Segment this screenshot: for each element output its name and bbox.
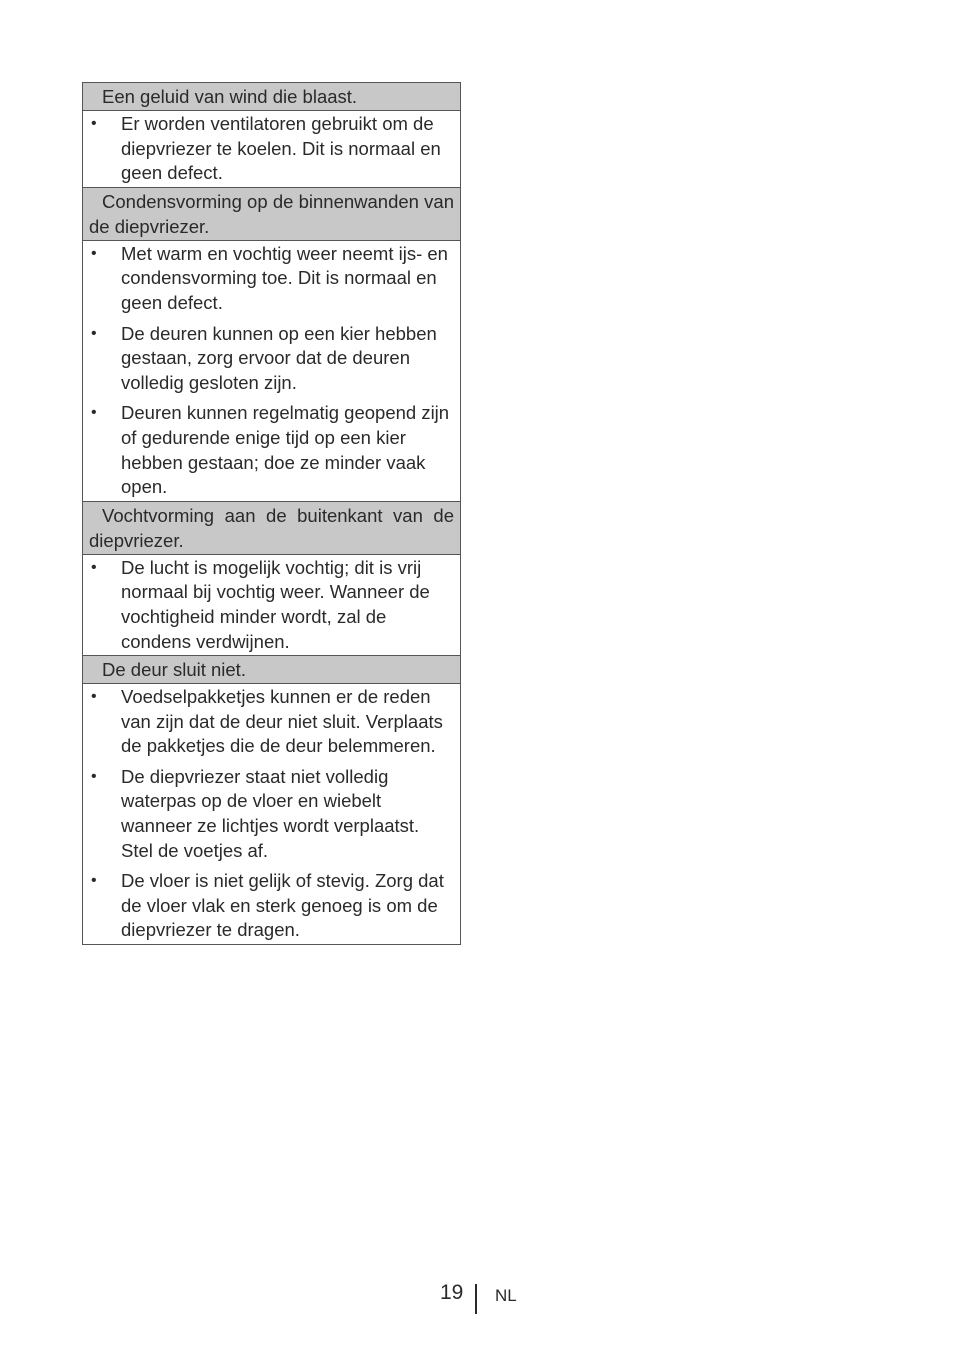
solution-item [83, 556, 454, 654]
solution-item [83, 322, 454, 396]
solution-item [83, 869, 454, 943]
solution-text: De deuren kunnen op een kier hebben gestaan, zorg ervoor dat de deuren volledig gesloten zijn. [121, 322, 437, 393]
solution-item [83, 765, 454, 863]
language-code: NL [495, 1286, 517, 1305]
problem-header: De deur sluit niet. [83, 656, 460, 684]
bullet-icon: • [91, 115, 97, 132]
page-footer [0, 1280, 954, 1316]
solution-text: De lucht is mogelijk vochtig; dit is vrij normaal bij vochtig weer. Wanneer de vochtigheid minder wordt, zal de condens verdwijnen. [121, 556, 430, 652]
problem-header: Vochtvorming aan de buitenkant van de diepvriezer. [83, 502, 460, 555]
solution-list [83, 241, 460, 502]
troubleshooting-table [82, 82, 461, 945]
solution-item [83, 112, 454, 186]
bullet-icon: • [91, 324, 97, 342]
problem-header: Een geluid van wind die blaast. [83, 83, 460, 111]
bullet-icon: • [91, 244, 97, 262]
solution-text: Voedselpakketjes kunnen er de reden van zijn dat de deur niet sluit. Verplaats de pakketjes die de deur belemmeren. [121, 686, 443, 757]
bullet-icon: • [91, 767, 97, 785]
bullet-icon: • [91, 558, 97, 576]
bullet-icon: • [91, 688, 97, 706]
solution-text: Met warm en vochtig weer neemt ijs- en condensvorming toe. Dit is normaal en geen defect. [121, 242, 448, 313]
problem-header: Condensvorming op de binnenwanden van de diepvriezer. [83, 188, 460, 241]
solution-text: Er worden ventilatoren gebruikt om de diepvriezer te koelen. Dit is normaal en geen defect. [121, 113, 441, 184]
solution-text: De diepvriezer staat niet volledig waterpas op de vloer en wiebelt wanneer ze lichtjes wordt verplaatst. Stel de voetjes af. [121, 765, 420, 861]
solution-list [83, 555, 460, 656]
page-number: 19 [440, 1281, 464, 1304]
solution-item [83, 685, 454, 759]
solution-list [83, 684, 460, 945]
solution-text: Deuren kunnen regelmatig geopend zijn of gedurende enige tijd op een kier hebben gestaan; doe ze minder vaak open. [121, 402, 450, 498]
bullet-icon: • [91, 872, 97, 890]
solution-item [83, 242, 454, 316]
solution-item [83, 401, 454, 499]
solution-text: De vloer is niet gelijk of stevig. Zorg dat de vloer vlak en sterk genoeg is om de diepvriezer te dragen. [121, 870, 444, 941]
solution-list [83, 111, 460, 188]
footer-divider [475, 1284, 477, 1314]
bullet-icon: • [91, 404, 97, 422]
